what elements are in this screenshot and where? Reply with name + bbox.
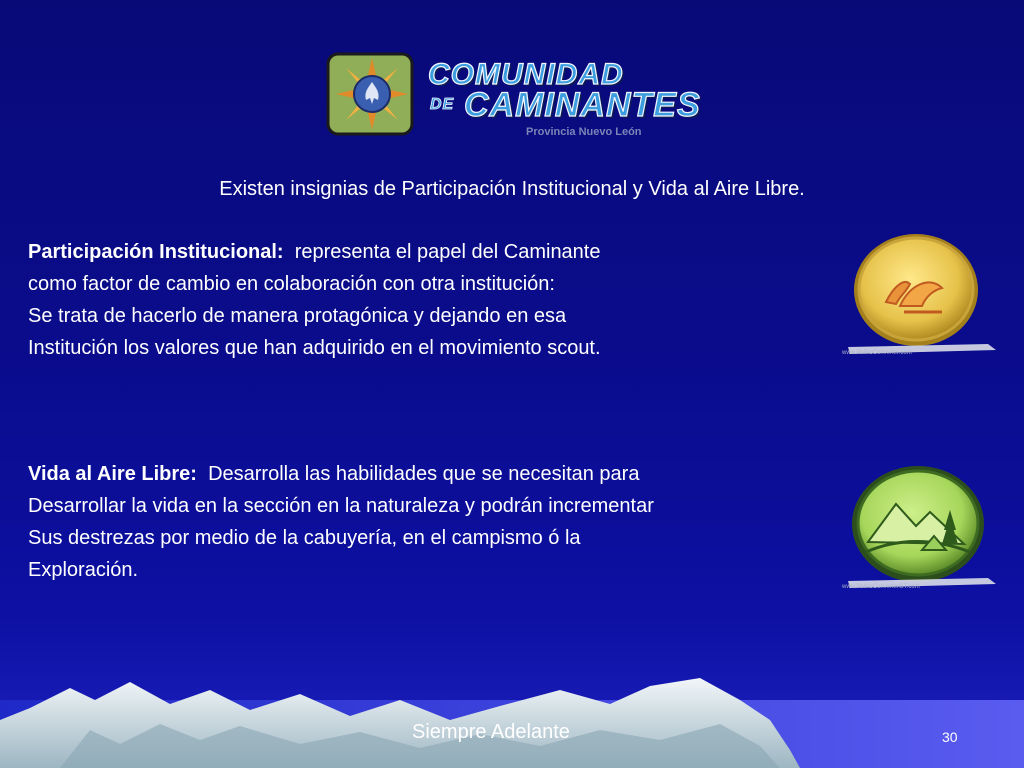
- participation-badge-icon: [838, 232, 998, 362]
- participation-line-3: Se trata de hacerlo de manera protagónica y dejando en esa: [28, 305, 567, 327]
- outdoor-badge: [838, 464, 998, 596]
- participation-badge-watermark: www.PelikoConverter.com: [842, 350, 912, 356]
- comunidad-logo: [326, 52, 700, 138]
- outdoor-line-2: Desarrollar la vida en la sección en la naturaleza y podrán incrementar: [28, 495, 654, 517]
- participation-line-1: [28, 236, 601, 268]
- outdoor-line-3: Sus destrezas por medio de la cabuyería, en el campismo ó la: [28, 527, 581, 549]
- mountain-range-decoration: [0, 660, 1024, 768]
- intro-text: Existen insignias de Participación Institucional y Vida al Aire Libre.: [219, 178, 805, 200]
- outdoor-badge-watermark: www.PelikoConverterGT.com: [842, 584, 920, 590]
- participation-section: [28, 236, 601, 364]
- logo-subtitle: Provincia Nuevo León: [526, 126, 642, 138]
- participation-line-2: como factor de cambio en colaboración con otra institución:: [28, 273, 555, 295]
- outdoor-line-1-text: Desarrolla las habilidades que se necesitan para: [208, 463, 640, 485]
- scout-emblem-icon: [326, 52, 414, 136]
- outdoor-heading: Vida al Aire Libre:: [28, 463, 197, 485]
- outdoor-badge-icon: [838, 464, 998, 596]
- footer-motto: Siempre Adelante: [412, 721, 570, 743]
- outdoor-line-4: Exploración.: [28, 559, 139, 581]
- participation-line-4: Institución los valores que han adquirido en el movimiento scout.: [28, 337, 601, 359]
- logo-title-line1: COMUNIDAD: [428, 58, 624, 91]
- outdoor-section: [28, 458, 654, 586]
- logo-title-de: DE: [430, 96, 455, 113]
- page-number: 30: [942, 729, 958, 745]
- outdoor-line-1: [28, 458, 654, 490]
- logo-title-line2: CAMINANTES: [464, 86, 701, 124]
- participation-line-1-text: representa el papel del Caminante: [294, 241, 601, 263]
- participation-badge: [838, 232, 998, 362]
- participation-heading: Participación Institucional:: [28, 241, 284, 263]
